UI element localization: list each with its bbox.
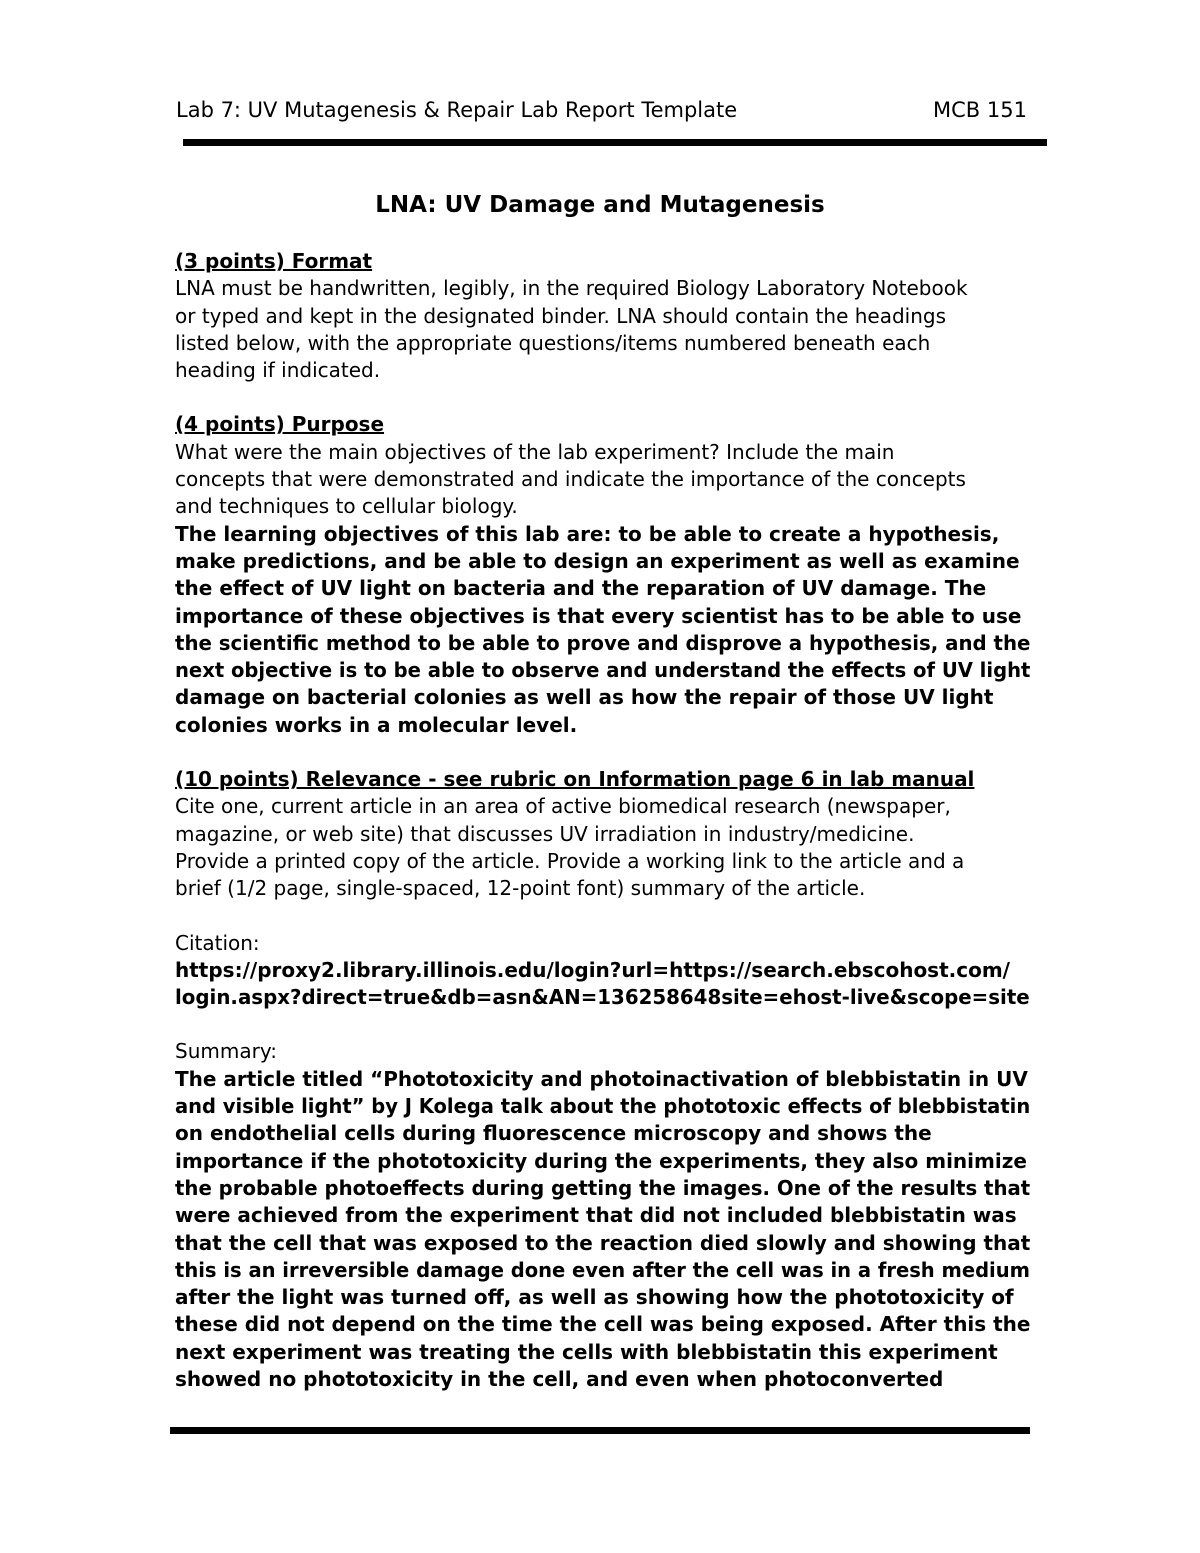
citation-link-line: https://proxy2.library.illinois.edu/login?url=https://search.ebscohost.com/ — [175, 957, 1010, 982]
spacer — [175, 903, 1055, 930]
citation-label: Citation: — [175, 930, 260, 955]
purpose-answer-line: make predictions, and be able to design an experiment as well as examine — [175, 548, 1020, 573]
relevance-prompt-line: brief (1/2 page, single-spaced, 12-point font) summary of the article. — [175, 876, 866, 901]
spacer — [175, 384, 1055, 411]
purpose-answer-line: the effect of UV light on bacteria and the reparation of UV damage. The — [175, 576, 987, 601]
section-heading-format: (3 points) Format — [175, 249, 373, 273]
purpose-answer-line: colonies works in a molecular level. — [175, 712, 578, 737]
summary-line: The article titled “Phototoxicity and photoinactivation of blebbistatin in UV — [175, 1066, 1028, 1091]
summary-line: after the light was turned off, as well as showing how the phototoxicity of — [175, 1285, 1014, 1310]
header-course-code: MCB 151 — [933, 98, 1027, 122]
purpose-answer-line: next objective is to be able to observe and understand the effects of UV light — [175, 658, 1031, 683]
purpose-answer-line: the scientific method to be able to prove and disprove a hypothesis, and the — [175, 630, 1031, 655]
purpose-answer-line: importance of these objectives is that every scientist has to be able to use — [175, 603, 1022, 628]
summary-line: these did not depend on the time the cell was being exposed. After this the — [175, 1312, 1031, 1337]
purpose-prompt-line: What were the main objectives of the lab experiment? Include the main — [175, 439, 895, 464]
summary-label: Summary: — [175, 1039, 277, 1064]
relevance-prompt-line: magazine, or web site) that discusses UV irradiation in industry/medicine. — [175, 821, 915, 846]
summary-line: were achieved from the experiment that did not included blebbistatin was — [175, 1203, 1017, 1228]
summary-line: showed no phototoxicity in the cell, and even when photoconverted — [175, 1366, 944, 1391]
summary-line: and visible light” by J Kolega talk about the phototoxic effects of blebbistatin — [175, 1094, 1031, 1119]
header-rule — [183, 139, 1047, 146]
relevance-prompt-line: Provide a printed copy of the article. Provide a working link to the article and a — [175, 848, 965, 873]
format-text-line: LNA must be handwritten, legibly, in the required Biology Laboratory Notebook — [175, 276, 968, 301]
summary-line: that the cell that was exposed to the reaction died slowly and showing that — [175, 1230, 1031, 1255]
document-body — [175, 248, 1055, 1393]
purpose-prompt-line: concepts that were demonstrated and indicate the importance of the concepts — [175, 467, 966, 492]
summary-line: on endothelial cells during fluorescence microscopy and shows the — [175, 1121, 932, 1146]
header-document-title: Lab 7: UV Mutagenesis & Repair Lab Report Template — [176, 98, 738, 122]
spacer — [175, 739, 1055, 766]
summary-line: importance if the phototoxicity during the experiments, they also minimize — [175, 1148, 1027, 1173]
section-heading-purpose: (4 points) Purpose — [175, 412, 385, 437]
format-text-line: or typed and kept in the designated binder. LNA should contain the headings — [175, 303, 947, 328]
summary-line: the probable photoeffects during getting the images. One of the results that — [175, 1175, 1031, 1200]
purpose-prompt-line: and techniques to cellular biology. — [175, 494, 518, 519]
page-title: LNA: UV Damage and Mutagenesis — [375, 192, 825, 218]
footer-rule — [170, 1427, 1030, 1434]
format-text-line: heading if indicated. — [175, 358, 381, 383]
section-heading-relevance: (10 points) Relevance - see rubric on Information page 6 in lab manual — [175, 767, 975, 792]
format-text-line: listed below, with the appropriate questions/items numbered beneath each — [175, 330, 931, 355]
citation-link-line: login.aspx?direct=true&db=asn&AN=136258648site=ehost-live&scope=site — [175, 985, 1030, 1010]
summary-line: next experiment was treating the cells with blebbistatin this experiment — [175, 1339, 998, 1364]
relevance-prompt-line: Cite one, current article in an area of active biomedical research (newspaper, — [175, 794, 951, 819]
purpose-answer-line: The learning objectives of this lab are: to be able to create a hypothesis, — [175, 521, 1000, 546]
summary-line: this is an irreversible damage done even after the cell was in a fresh medium — [175, 1257, 1030, 1282]
spacer — [175, 1011, 1055, 1038]
purpose-answer-line: damage on bacterial colonies as well as how the repair of those UV light — [175, 685, 994, 710]
